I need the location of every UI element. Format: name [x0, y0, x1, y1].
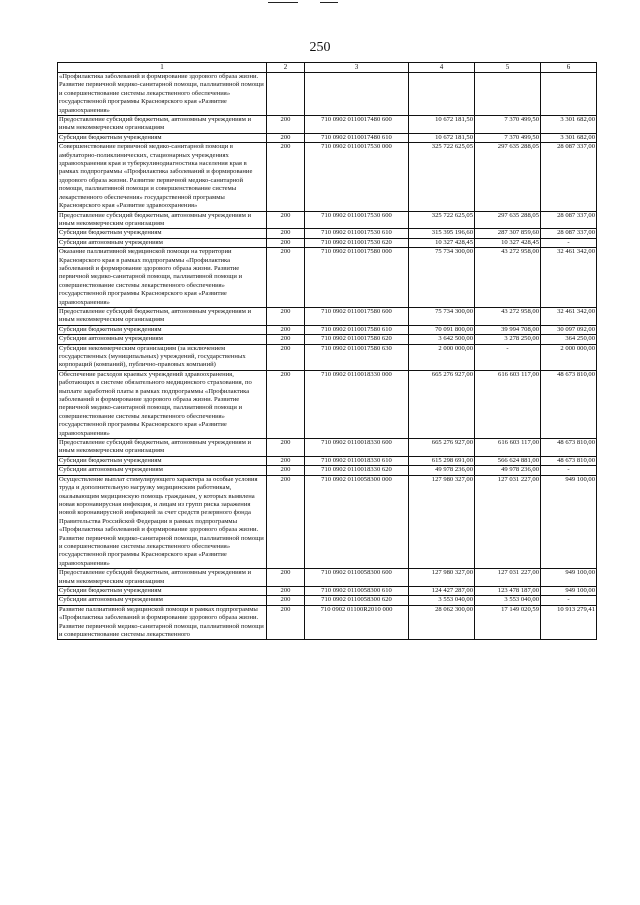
row-amount-cell: 127 980 327,00	[409, 569, 475, 587]
table-row	[58, 439, 597, 457]
row-amount-cell: 49 978 236,00	[475, 466, 541, 475]
row-classification-cell: 710 0902 0110018330 600	[305, 439, 409, 457]
table-row	[58, 116, 597, 134]
row-amount-cell: 48 673 810,00	[541, 439, 597, 457]
row-code-cell: 200	[267, 248, 305, 308]
row-amount-cell: 17 149 020,59	[475, 605, 541, 640]
table-row	[58, 238, 597, 247]
table-row	[58, 370, 597, 438]
row-name-cell: Предоставление субсидий бюджетным, автономным учреждениям и иным некоммерческим организациям	[58, 116, 267, 134]
column-header: 3	[305, 63, 409, 73]
table-row	[58, 307, 597, 325]
row-amount-cell: 10 327 428,45	[409, 238, 475, 247]
row-amount-cell	[475, 73, 541, 116]
table-header-row	[58, 63, 597, 73]
row-code-cell: 200	[267, 211, 305, 229]
row-amount-cell: 48 673 810,00	[541, 456, 597, 465]
budget-table	[57, 62, 597, 640]
row-code-cell: 200	[267, 466, 305, 475]
row-amount-cell: -	[541, 466, 597, 475]
row-classification-cell: 710 0902 0110017580 000	[305, 248, 409, 308]
row-name-cell: Субсидии автономным учреждениям	[58, 596, 267, 605]
table-row	[58, 211, 597, 229]
row-classification-cell: 710 0902 0110058300 000	[305, 475, 409, 568]
row-amount-cell: 32 461 342,00	[541, 307, 597, 325]
row-classification-cell: 710 0902 0110017530 600	[305, 211, 409, 229]
row-amount-cell: 39 994 708,00	[475, 325, 541, 334]
row-name-cell: Субсидии бюджетным учреждениям	[58, 456, 267, 465]
row-amount-cell: 43 272 958,00	[475, 307, 541, 325]
page-number: 250	[309, 40, 331, 55]
row-code-cell: 200	[267, 344, 305, 370]
row-name-cell: Субсидии бюджетным учреждениям	[58, 325, 267, 334]
row-code-cell: 200	[267, 605, 305, 640]
table-row	[58, 344, 597, 370]
row-name-cell: Субсидии автономным учреждениям	[58, 335, 267, 344]
row-code-cell: 200	[267, 116, 305, 134]
row-amount-cell: 616 603 117,00	[475, 439, 541, 457]
row-name-cell: «Профилактика заболеваний и формирование здорового образа жизни. Развитие первичной медико-санитарной помощи, паллиативной помощи и совершенствование системы лекарственного обеспечения» государственной программы Красноярского края «Развитие здравоохранения»	[58, 73, 267, 116]
column-header: 1	[58, 63, 267, 73]
row-amount-cell: 30 097 092,00	[541, 325, 597, 334]
row-name-cell: Осуществление выплат стимулирующего характера за особые условия труда и дополнительную нагрузку медицинским работникам, оказывающим медицинскую помощь гражданам, у которых выявлена новая коронавирусная инфекция, и лицам из групп риска заражения новой коронавирусной инфекцией за счет средств резервного фонда Правительства Российской Федерации в рамках подпрограммы «Профилактика заболеваний и формирование здорового образа жизни. Развитие первичной медико-санитарной помощи, паллиативной помощи и совершенствование системы лекарственного обеспечения» государственной программы Красноярского края «Развитие здравоохранения»	[58, 475, 267, 568]
row-classification-cell: 710 0902 0110017530 620	[305, 238, 409, 247]
row-name-cell: Субсидии некоммерческим организациям (за исключением государственных (муниципальных) учреждений, государственных корпораций (компаний), публично-правовых компаний)	[58, 344, 267, 370]
row-amount-cell: 2 000 000,00	[541, 344, 597, 370]
row-amount-cell: 949 100,00	[541, 569, 597, 587]
column-header: 6	[541, 63, 597, 73]
row-amount-cell: 127 031 227,00	[475, 475, 541, 568]
row-classification-cell: 710 0902 0110017480 610	[305, 133, 409, 142]
row-amount-cell: 127 980 327,00	[409, 475, 475, 568]
row-amount-cell: 3 553 040,00	[475, 596, 541, 605]
row-amount-cell: 70 091 800,00	[409, 325, 475, 334]
row-amount-cell: 949 100,00	[541, 586, 597, 595]
row-amount-cell: 665 276 927,00	[409, 439, 475, 457]
row-classification-cell: 710 0902 0110058300 620	[305, 596, 409, 605]
row-amount-cell: 127 031 227,00	[475, 569, 541, 587]
table-row	[58, 586, 597, 595]
column-header: 4	[409, 63, 475, 73]
row-amount-cell: 3 301 682,00	[541, 133, 597, 142]
row-amount-cell: 10 327 428,45	[475, 238, 541, 247]
row-code-cell: 200	[267, 439, 305, 457]
page-top-scan-marks	[0, 0, 640, 8]
row-code-cell: 200	[267, 596, 305, 605]
row-code-cell: 200	[267, 370, 305, 438]
row-amount-cell: 28 062 300,00	[409, 605, 475, 640]
row-classification-cell: 710 0902 0110017480 600	[305, 116, 409, 134]
row-amount-cell: 325 722 625,05	[409, 143, 475, 211]
row-name-cell: Предоставление субсидий бюджетным, автономным учреждениям и иным некоммерческим организациям	[58, 439, 267, 457]
row-name-cell: Предоставление субсидий бюджетным, автономным учреждениям и иным некоммерческим организациям	[58, 211, 267, 229]
row-amount-cell: 124 427 287,00	[409, 586, 475, 595]
row-amount-cell: 3 301 682,00	[541, 116, 597, 134]
table-row	[58, 605, 597, 640]
row-amount-cell: 615 298 691,00	[409, 456, 475, 465]
row-classification-cell: 710 0902 0110017530 610	[305, 229, 409, 238]
row-amount-cell: 123 478 187,00	[475, 586, 541, 595]
row-code-cell: 200	[267, 229, 305, 238]
table-row	[58, 143, 597, 211]
row-code-cell: 200	[267, 335, 305, 344]
row-name-cell: Субсидии бюджетным учреждениям	[58, 586, 267, 595]
row-classification-cell: 710 0902 0110017580 630	[305, 344, 409, 370]
row-amount-cell: -	[541, 596, 597, 605]
row-classification-cell: 710 0902 0110058300 610	[305, 586, 409, 595]
row-code-cell: 200	[267, 325, 305, 334]
row-amount-cell: 325 722 625,05	[409, 211, 475, 229]
table-row	[58, 229, 597, 238]
row-name-cell: Совершенствование первичной медико-санитарной помощи в амбулаторно-поликлинических, стационарных учреждениях здравоохранения края и туберкулинодиагностика населения края в рамках подпрограммы «Профилактика заболеваний и формирование здорового образа жизни. Развитие первичной медико-санитарной помощи, паллиативной помощи и совершенствование системы лекарственного обеспечения» государственной программы Красноярского края «Развитие здравоохранения»	[58, 143, 267, 211]
row-amount-cell: -	[475, 344, 541, 370]
row-classification-cell: 710 0902 0110017580 620	[305, 335, 409, 344]
row-amount-cell: 297 635 288,05	[475, 143, 541, 211]
row-classification-cell: 710 0902 0110017580 610	[305, 325, 409, 334]
row-amount-cell: 43 272 958,00	[475, 248, 541, 308]
row-name-cell: Субсидии бюджетным учреждениям	[58, 229, 267, 238]
row-amount-cell: 7 370 499,50	[475, 133, 541, 142]
row-amount-cell: 566 624 881,00	[475, 456, 541, 465]
row-amount-cell: 3 553 040,00	[409, 596, 475, 605]
row-code-cell: 200	[267, 586, 305, 595]
row-classification-cell: 710 0902 0110018330 610	[305, 456, 409, 465]
table-row	[58, 325, 597, 334]
row-code-cell	[267, 73, 305, 116]
table-row	[58, 596, 597, 605]
row-name-cell: Субсидии бюджетным учреждениям	[58, 133, 267, 142]
row-amount-cell: 28 087 337,00	[541, 229, 597, 238]
row-code-cell: 200	[267, 456, 305, 465]
row-code-cell: 200	[267, 569, 305, 587]
row-name-cell: Предоставление субсидий бюджетным, автономным учреждениям и иным некоммерческим организациям	[58, 307, 267, 325]
table-row	[58, 248, 597, 308]
row-classification-cell	[305, 73, 409, 116]
table-body	[58, 73, 597, 640]
row-amount-cell: 32 461 342,00	[541, 248, 597, 308]
row-classification-cell: 710 0902 0110017580 600	[305, 307, 409, 325]
row-amount-cell: 665 276 927,00	[409, 370, 475, 438]
row-code-cell: 200	[267, 475, 305, 568]
row-amount-cell: 75 734 300,00	[409, 307, 475, 325]
table-row	[58, 569, 597, 587]
row-amount-cell: 949 100,00	[541, 475, 597, 568]
row-amount-cell: 2 000 000,00	[409, 344, 475, 370]
row-amount-cell: 7 370 499,50	[475, 116, 541, 134]
column-header: 2	[267, 63, 305, 73]
row-name-cell: Оказание паллиативной медицинской помощи на территории Красноярского края в рамках подпрограммы «Профилактика заболеваний и формирование здорового образа жизни. Развитие первичной медико-санитарной помощи, паллиативной помощи и совершенствование системы лекарственного обеспечения» государственной программы Красноярского края «Развитие здравоохранения»	[58, 248, 267, 308]
column-header: 5	[475, 63, 541, 73]
row-amount-cell: 48 673 810,00	[541, 370, 597, 438]
row-amount-cell: 315 395 196,60	[409, 229, 475, 238]
row-name-cell: Предоставление субсидий бюджетным, автономным учреждениям и иным некоммерческим организациям	[58, 569, 267, 587]
row-name-cell: Обеспечение расходов краевых учреждений здравоохранения, работающих в системе обязательного медицинского страхования, по выплате заработной платы в рамках подпрограммы «Профилактика заболеваний и формирование здорового образа жизни. Развитие первичной медико-санитарной помощи, паллиативной помощи и совершенствование системы лекарственного обеспечения» государственной программы Красноярского края «Развитие здравоохранения»	[58, 370, 267, 438]
row-classification-cell: 710 0902 0110017530 000	[305, 143, 409, 211]
row-name-cell: Субсидии автономным учреждениям	[58, 238, 267, 247]
row-amount-cell: 49 978 236,00	[409, 466, 475, 475]
row-amount-cell: 3 642 500,00	[409, 335, 475, 344]
row-amount-cell: 297 635 288,05	[475, 211, 541, 229]
row-amount-cell: 28 087 337,00	[541, 143, 597, 211]
table-row	[58, 335, 597, 344]
row-code-cell: 200	[267, 133, 305, 142]
row-classification-cell: 710 0902 0110018330 000	[305, 370, 409, 438]
row-amount-cell: 10 913 279,41	[541, 605, 597, 640]
row-classification-cell: 710 0902 01100R2010 000	[305, 605, 409, 640]
row-code-cell: 200	[267, 307, 305, 325]
row-amount-cell: 616 603 117,00	[475, 370, 541, 438]
row-amount-cell: 28 087 337,00	[541, 211, 597, 229]
row-amount-cell: 10 672 181,50	[409, 133, 475, 142]
row-name-cell: Развитие паллиативной медицинской помощи в рамках подпрограммы «Профилактика заболеваний и формирование здорового образа жизни. Развитие первичной медико-санитарной помощи, паллиативной помощи и совершенствование системы лекарственного	[58, 605, 267, 640]
row-amount-cell: 287 307 859,60	[475, 229, 541, 238]
row-code-cell: 200	[267, 143, 305, 211]
row-classification-cell: 710 0902 0110018330 620	[305, 466, 409, 475]
table-row	[58, 456, 597, 465]
table-row	[58, 475, 597, 568]
row-amount-cell: 3 278 250,00	[475, 335, 541, 344]
row-classification-cell: 710 0902 0110058300 600	[305, 569, 409, 587]
row-name-cell: Субсидии автономным учреждениям	[58, 466, 267, 475]
row-code-cell: 200	[267, 238, 305, 247]
table-row	[58, 466, 597, 475]
row-amount-cell: -	[541, 238, 597, 247]
table-row	[58, 73, 597, 116]
row-amount-cell	[409, 73, 475, 116]
row-amount-cell	[541, 73, 597, 116]
table-row	[58, 133, 597, 142]
row-amount-cell: 75 734 300,00	[409, 248, 475, 308]
row-amount-cell: 364 250,00	[541, 335, 597, 344]
row-amount-cell: 10 672 181,50	[409, 116, 475, 134]
